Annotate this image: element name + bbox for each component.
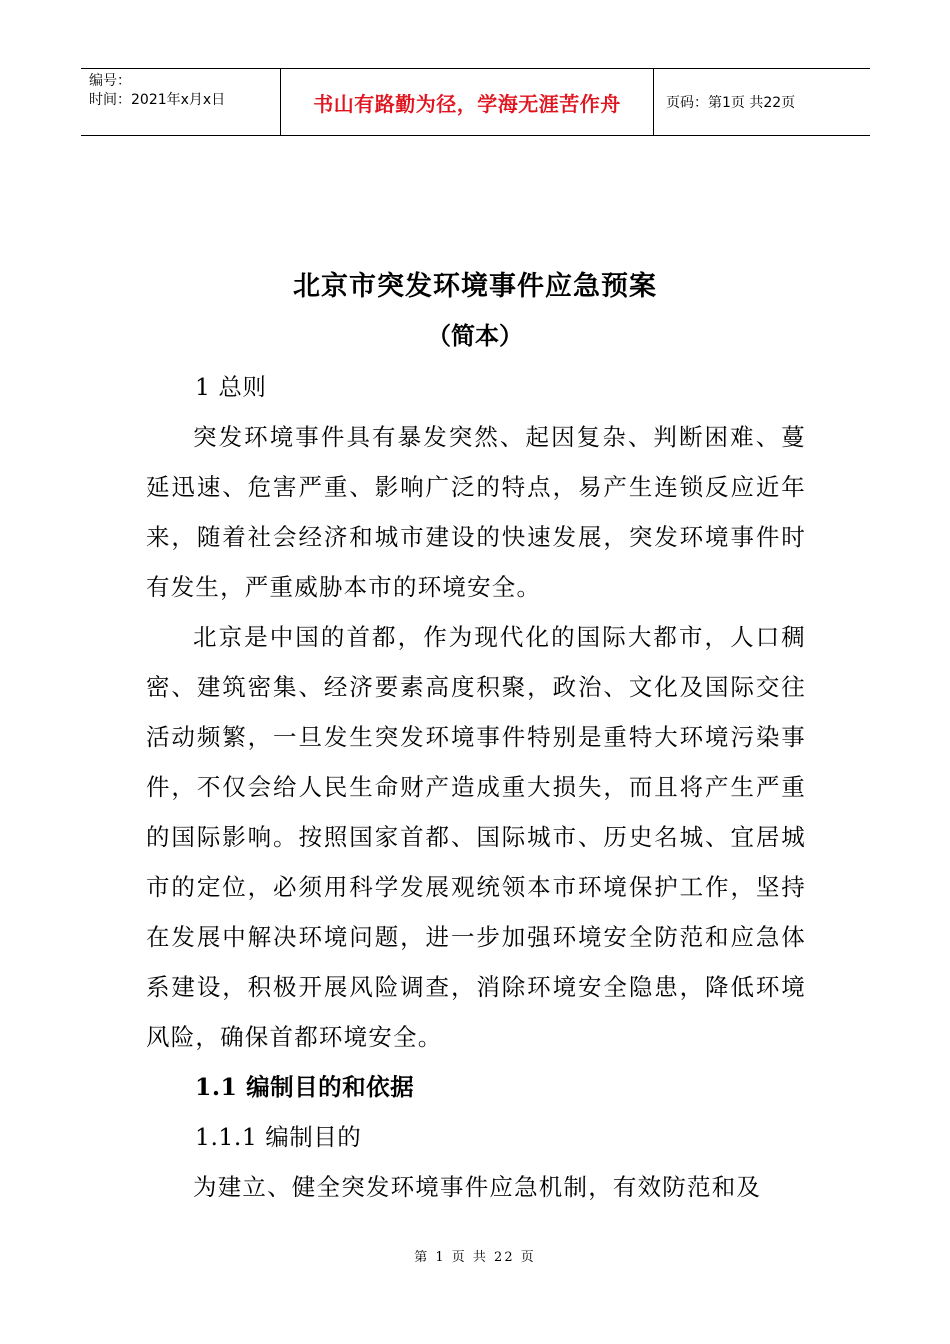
- page-header: [81, 68, 870, 136]
- header-motto-cell: [281, 69, 654, 135]
- section-heading-purpose: 1.1.1 编制目的: [195, 1123, 362, 1151]
- section-heading-general: 1 总则: [195, 373, 267, 401]
- body-paragraph: 北京是中国的首都，作为现代化的国际大都市，人口稠密、建筑密集、经济要素高度积聚，政治、文化及国际交往活动频繁，一旦发生突发环境事件特别是重特大环境污染事件，不仅会给人民生命财产造成重大损失，而且将产生严重的国际影响。按照国家首都、国际城市、历史名城、宜居城市的定位，必须用科学发展观统领本市环境保护工作，坚持在发展中解决环境问题，进一步加强环境安全防范和应急体系建设，积极开展风险调查，消除环境安全隐患，降低环境风险，确保首都环境安全。: [146, 623, 806, 1051]
- document-body: [146, 362, 806, 1212]
- header-page-cell: [654, 69, 870, 135]
- document-number-label: 编号：: [89, 73, 131, 89]
- document-time-label: 时间：2021年x月x日: [89, 92, 226, 108]
- header-motto: 书山有路勤为径，学海无涯苦作舟: [313, 91, 621, 116]
- document-title: 北京市突发环境事件应急预案: [293, 271, 657, 302]
- header-meta-cell: [81, 69, 281, 135]
- header-page-info: 页码：第1页 共22页: [666, 95, 796, 111]
- body-paragraph: 突发环境事件具有暴发突然、起因复杂、判断困难、蔓延迅速、危害严重、影响广泛的特点，易产生连锁反应近年来，随着社会经济和城市建设的快速发展，突发环境事件时有发生，严重威胁本市的环境安全。: [146, 423, 806, 601]
- body-paragraph: 为建立、健全突发环境事件应急机制，有效防范和及: [193, 1173, 762, 1201]
- page-footer: 第 1 页 共 22 页: [414, 1250, 536, 1265]
- document-subtitle: （简本）: [427, 321, 523, 350]
- section-heading-purpose-basis: 1.1 编制目的和依据: [195, 1073, 415, 1101]
